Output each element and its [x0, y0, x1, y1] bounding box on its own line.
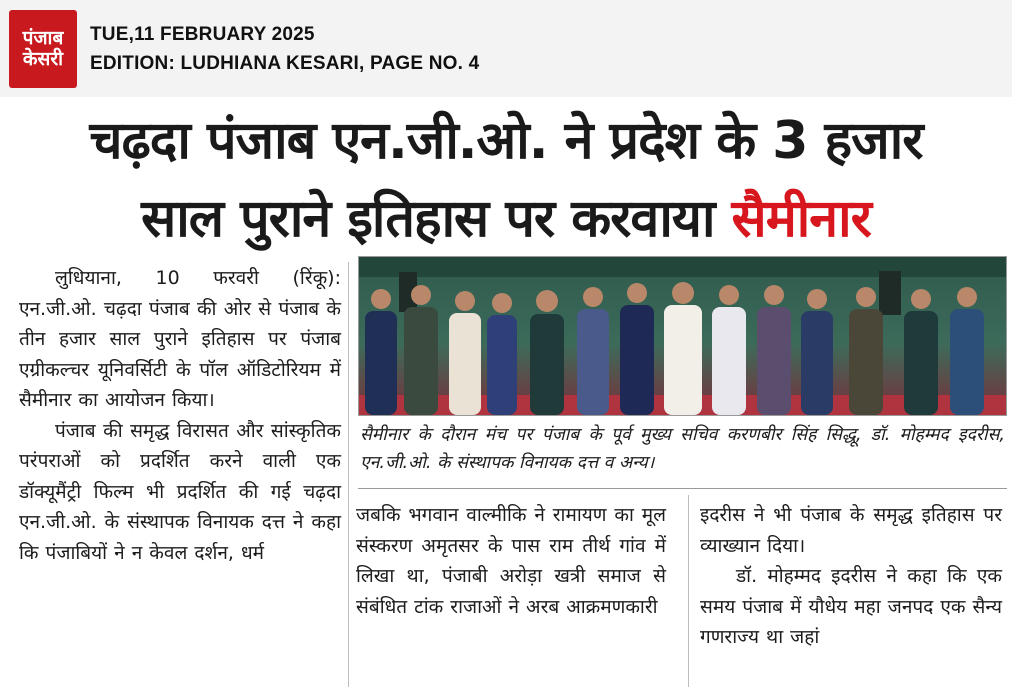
- headline-line-2: [0, 184, 1012, 254]
- article-column-2: [356, 500, 666, 622]
- edition-label: EDITION: LUDHIANA KESARI, PAGE NO. 4: [90, 53, 480, 74]
- column-divider: [688, 495, 689, 687]
- issue-date: TUE,11 FEBRUARY 2025: [90, 24, 315, 45]
- article-paragraph: लुधियाना, 10 फरवरी (रिंकू): एन.जी.ओ. चढ़दा पंजाब की ओर से पंजाब के तीन हजार साल पुराने इतिहास पर पंजाब एग्रीकल्चर यूनिवर्सिटी के पॉल ऑडिटोरियम में सैमीनार का आयोजन किया।: [19, 267, 341, 411]
- column-divider: [348, 262, 349, 687]
- article-paragraph: पंजाब की समृद्ध विरासत और सांस्कृतिक परंपराओं को प्रदर्शित करने वाली एक डॉक्यूमैंट्री फिल्म भी प्रदर्शित की गई चढ़दा एन.जी.ओ. के संस्थापक विनायक दत्त ने कहा कि पंजाबियों ने न केवल दर्शन, धर्म: [19, 419, 341, 564]
- article-column-1: [19, 263, 341, 568]
- article-paragraph: इदरीस ने भी पंजाब के समृद्ध इतिहास पर व्याख्यान दिया।: [700, 504, 1002, 557]
- event-photo: [358, 256, 1007, 416]
- logo-line-2: केसरी: [22, 48, 64, 70]
- article-column-3: [700, 500, 1002, 653]
- masthead-info: [90, 20, 479, 78]
- headline-line-2-main: साल पुराने इतिहास पर करवाया: [141, 189, 732, 249]
- photo-caption: सैमीनार के दौरान मंच पर पंजाब के पूर्व मुख्य सचिव करणबीर सिंह सिद्धू, डॉ. मोहम्मद इदरीस, एन.जी.ओ. के संस्थापक विनायक दत्त व अन्य।: [360, 425, 1005, 473]
- logo-line-1: पंजाब: [22, 27, 64, 50]
- headline-accent-word: सैमीनार: [731, 189, 871, 249]
- group-photo-illustration: [359, 257, 1006, 415]
- caption-divider: [358, 488, 1007, 489]
- article-paragraph: डॉ. मोहम्मद इदरीस ने कहा कि एक समय पंजाब में यौधेय महा जनपद एक सैन्य गणराज्य था जहां: [700, 565, 1002, 648]
- headline-line-1: चढ़दा पंजाब एन.जी.ओ. ने प्रदेश के 3 हजार: [89, 111, 923, 171]
- article-paragraph: जबकि भगवान वाल्मीकि ने रामायण का मूल संस्करण अमृतसर के पास राम तीर्थ गांव में लिखा था, पंजाबी अरोड़ा खत्री समाज से संबंधित टांक राजाओं ने अरब आक्रमणकारी: [356, 504, 666, 618]
- newspaper-logo: [9, 10, 77, 88]
